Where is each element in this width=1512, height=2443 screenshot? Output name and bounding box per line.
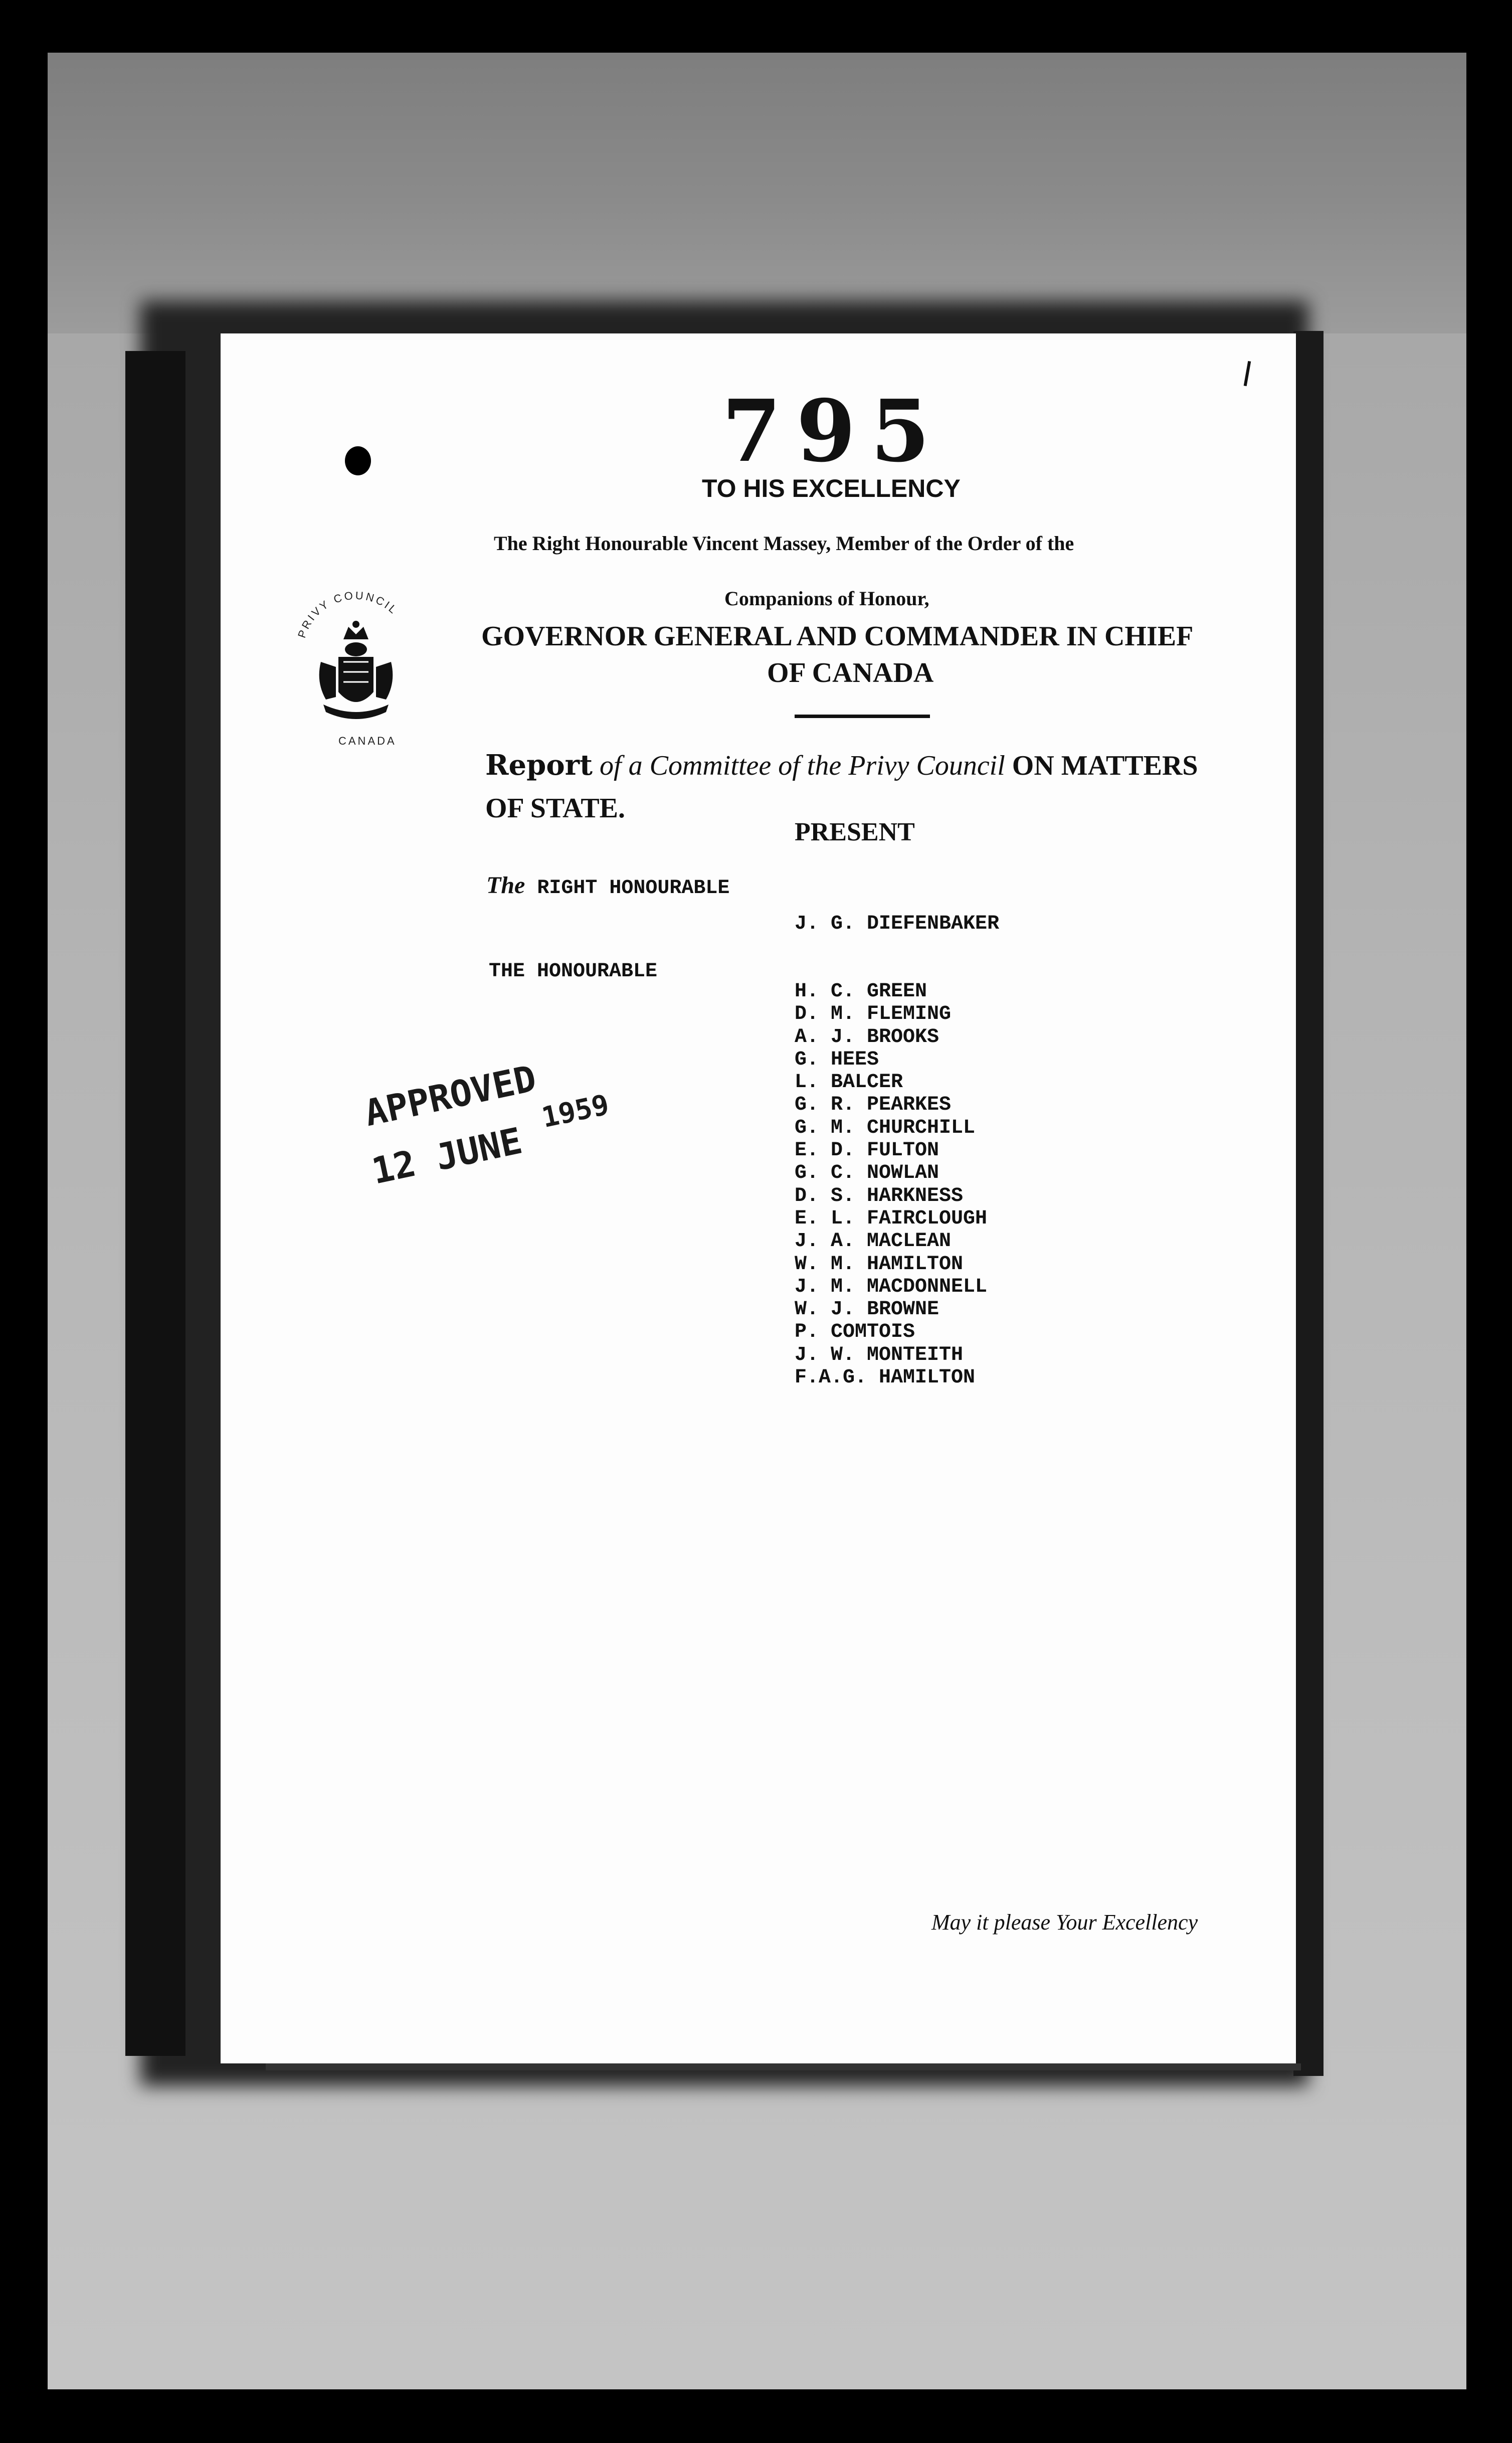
title-line-2: OF CANADA xyxy=(767,657,934,688)
honourable-label: THE HONOURABLE xyxy=(489,960,658,983)
member-name: H. C. GREEN xyxy=(795,980,927,1003)
title-line-1: GOVERNOR GENERAL AND COMMANDER IN CHIEF xyxy=(481,621,1194,652)
closing-line: May it please Your Excellency xyxy=(931,1910,1198,1935)
seal-top-text: PRIVY COUNCIL xyxy=(295,592,401,640)
member-name: J. A. MACLEAN xyxy=(795,1230,952,1253)
document-number: 795 xyxy=(722,381,945,481)
companions-line: Companions of Honour, xyxy=(724,587,929,610)
paper-shadow-left xyxy=(125,351,185,2056)
member-name: J. W. MONTEITH xyxy=(795,1343,964,1366)
report-committee-text: of a Committee of the Privy Council xyxy=(593,750,1012,781)
privy-council-seal xyxy=(288,592,424,757)
punch-hole xyxy=(345,446,371,475)
stamp-year: 1959 xyxy=(539,1088,612,1135)
member-name: G. C. NOWLAN xyxy=(795,1162,939,1185)
member-name: G. M. CHURCHILL xyxy=(795,1116,976,1139)
stamp-approved-text: APPROVED xyxy=(361,1057,540,1135)
honourable-line: The Right Honourable Vincent Massey, Member of the Order of the xyxy=(494,532,1074,555)
right-hon-prefix: The xyxy=(486,872,525,899)
member-name: E. L. FAIRCLOUGH xyxy=(795,1207,988,1230)
present-heading: PRESENT xyxy=(795,818,915,846)
coat-of-arms-icon xyxy=(288,592,424,757)
member-name: D. S. HARKNESS xyxy=(795,1184,964,1207)
member-name: P. COMTOIS xyxy=(795,1321,915,1344)
member-name: W. M. HAMILTON xyxy=(795,1253,964,1276)
paper-shadow-right xyxy=(1293,331,1324,2076)
stamp-day-month: 12 JUNE xyxy=(368,1119,526,1192)
addressee: TO HIS EXCELLENCY xyxy=(702,474,961,502)
seal-bottom-text: CANADA xyxy=(338,735,397,747)
member-name: J. M. MACDONNELL xyxy=(795,1275,988,1298)
right-honourable-label xyxy=(486,871,729,900)
report-matters-text: ON MATTERS xyxy=(1012,750,1198,781)
right-hon-text: RIGHT HONOURABLE xyxy=(537,877,730,900)
film-top-band xyxy=(48,53,1466,333)
prime-minister-name: J. G. DIEFENBAKER xyxy=(795,913,1000,935)
member-name: F.A.G. HAMILTON xyxy=(795,1366,976,1389)
member-name: E. D. FULTON xyxy=(795,1139,939,1162)
title-rule xyxy=(795,715,930,718)
members-list xyxy=(795,980,987,1389)
member-name: G. R. PEARKES xyxy=(795,1094,952,1117)
member-name: W. J. BROWNE xyxy=(795,1298,939,1321)
report-word: Report xyxy=(485,749,593,782)
report-of-state: OF STATE. xyxy=(485,793,626,824)
member-name: G. HEES xyxy=(795,1048,879,1071)
member-name: D. M. FLEMING xyxy=(795,1003,952,1026)
paper-bottom-edge xyxy=(266,2063,1301,2070)
member-name: L. BALCER xyxy=(795,1071,903,1094)
report-heading xyxy=(485,749,1198,782)
member-name: A. J. BROOKS xyxy=(795,1025,939,1049)
